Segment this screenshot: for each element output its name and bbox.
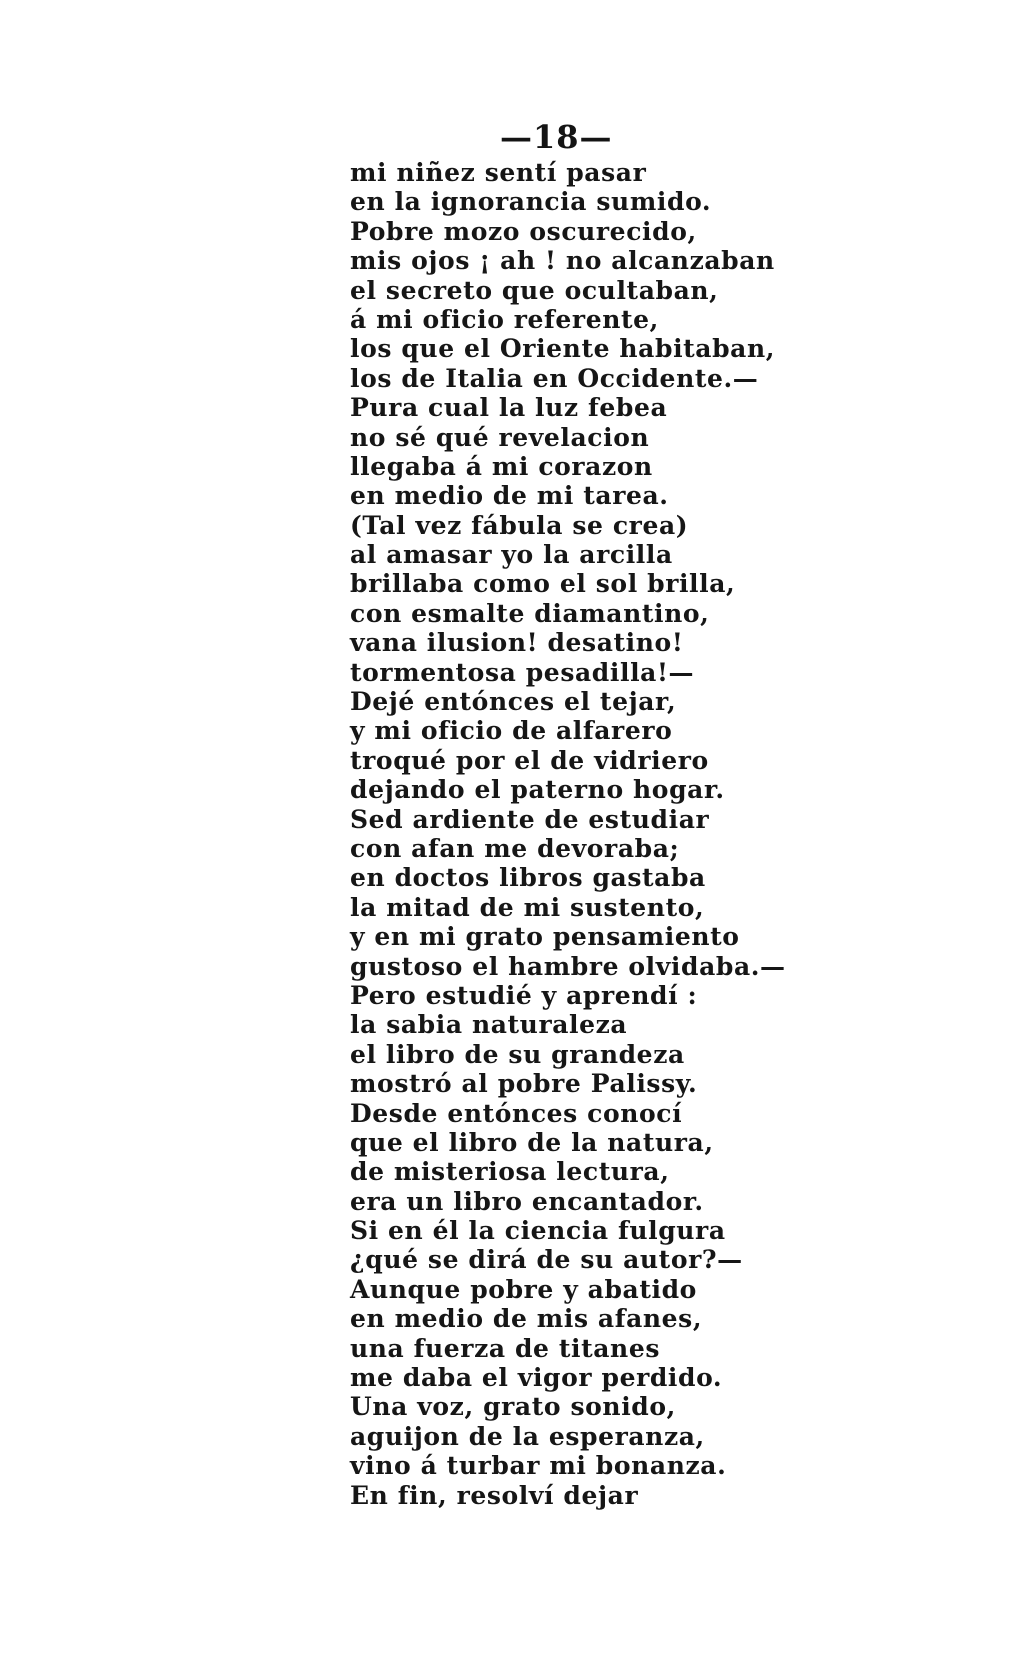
poem-line: con esmalte diamantino, (350, 598, 710, 628)
poem-line: Si en él la ciencia fulgura (350, 1216, 726, 1246)
poem-line: y mi oficio de alfarero (350, 716, 673, 746)
poem-line: (Tal vez fábula se crea) (350, 510, 689, 540)
poem-line: no sé qué revelacion (350, 422, 650, 452)
poem-line: el secreto que ocultaban, (350, 275, 719, 305)
poem-line: Una voz, grato sonido, (350, 1392, 676, 1422)
poem-line: en medio de mi tarea. (350, 481, 669, 511)
poem-line: gustoso el hambre olvidaba.— (350, 951, 786, 981)
poem-line: Sed ardiente de estudiar (350, 804, 710, 834)
page-number: —18— (500, 118, 613, 156)
poem-line: en doctos libros gastaba (350, 863, 706, 893)
poem-line: Pura cual la luz febea (350, 393, 668, 423)
poem-line: la sabia naturaleza (350, 1010, 628, 1040)
poem-line: tormentosa pesadilla!— (350, 657, 695, 687)
poem-line: en la ignorancia sumido. (350, 187, 712, 217)
poem-line: vino á turbar mi bonanza. (350, 1451, 727, 1481)
poem-line: de misteriosa lectura, (350, 1157, 670, 1187)
poem-line: Pero estudié y aprendí : (350, 980, 698, 1010)
poem-line: Pobre mozo oscurecido, (350, 216, 697, 246)
poem-line: mostró al pobre Palissy. (350, 1069, 698, 1099)
poem-line: los de Italia en Occidente.— (350, 363, 759, 393)
poem-line: Dejé entónces el tejar, (350, 687, 677, 717)
poem-line: era un libro encantador. (350, 1186, 704, 1216)
poem-line: la mitad de mi sustento, (350, 892, 705, 922)
poem-line: Aunque pobre y abatido (350, 1274, 697, 1304)
poem-line: á mi oficio referente, (350, 304, 659, 334)
poem-line: dejando el paterno hogar. (350, 775, 725, 805)
poem-line: mis ojos ¡ ah ! no alcanzaban (350, 246, 775, 276)
poem-line: vana ilusion! desatino! (350, 628, 684, 658)
poem-line: brillaba como el sol brilla, (350, 569, 736, 599)
poem-line: que el libro de la natura, (350, 1127, 714, 1157)
poem-line: me daba el vigor perdido. (350, 1363, 723, 1393)
poem-line: En fin, resolví dejar (350, 1480, 639, 1510)
poem-line: una fuerza de titanes (350, 1333, 660, 1363)
poem-line: Desde entónces conocí (350, 1098, 683, 1128)
poem-line: llegaba á mi corazon (350, 451, 653, 481)
poem-line: al amasar yo la arcilla (350, 540, 673, 570)
poem-line: y en mi grato pensamiento (350, 922, 740, 952)
poem-line: ¿qué se dirá de su autor?— (350, 1245, 743, 1275)
poem-line: troqué por el de vidriero (350, 745, 709, 775)
poem-line: mi niñez sentí pasar (350, 158, 647, 187)
poem-line: el libro de su grandeza (350, 1039, 685, 1069)
poem-line: con afan me devoraba; (350, 833, 680, 863)
poem-line: aguijon de la esperanza, (350, 1421, 705, 1451)
poem-text (350, 158, 790, 1510)
poem-line: en medio de mis afanes, (350, 1304, 703, 1334)
poem-line: los que el Oriente habitaban, (350, 334, 776, 364)
